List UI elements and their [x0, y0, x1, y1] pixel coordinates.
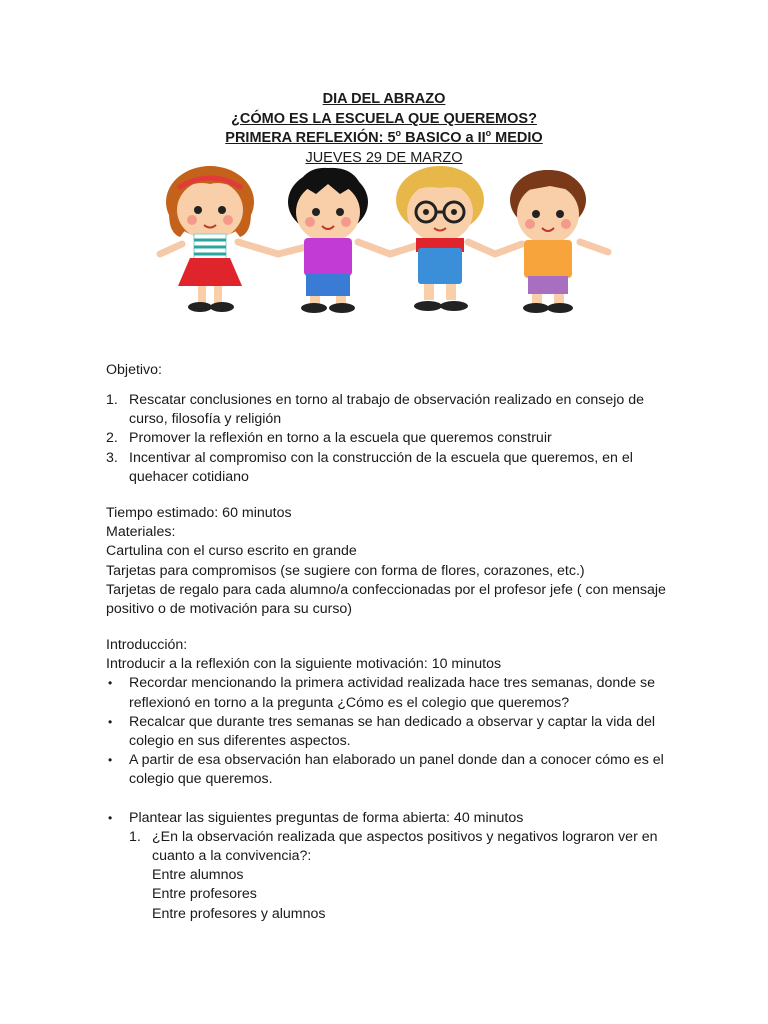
reflection-line: PRIMERA REFLEXIÓN: 5$^o$ BASICO a $II^o$ MEDIO: [225, 128, 543, 146]
bullet-icon: •: [108, 676, 113, 691]
list-item: • Recordar mencionando la primera actividad realizada hace tres semanas, donde se reflexionó en torno a la pregunta ¿Cómo es el colegio que queremos?: [108, 675, 656, 711]
question-option: Entre profesores y alumnos: [152, 905, 326, 922]
bullet-icon: •: [108, 714, 113, 729]
girl-figure: [166, 166, 254, 312]
intro-heading: Introducción:: [106, 637, 188, 653]
question-option: Entre profesores: [152, 886, 257, 903]
estimated-time: Tiempo estimado: 60 minutos: [106, 505, 292, 521]
material-line: Cartulina con el curso escrito en grande: [106, 543, 357, 560]
objective-list: [106, 391, 666, 487]
materials-heading: Materiales:: [106, 524, 176, 541]
list-item: 3. Incentivar al compromiso con la construcción de la escuela que queremos, en el quehacer cotidiano: [106, 449, 633, 485]
document-question: ¿CÓMO ES LA ESCUELA QUE QUEREMOS?: [231, 110, 537, 127]
intro-lead: Introducir a la reflexión con la siguiente motivación: 10 minutos: [106, 656, 502, 673]
materials-section: [106, 504, 666, 619]
bullet-icon: •: [108, 753, 113, 768]
bullet-icon: •: [108, 810, 113, 825]
list-item: 1. Rescatar conclusiones en torno al trabajo de observación realizado en consejo de curso, filosofía y religión: [106, 392, 645, 428]
children-illustration: [150, 162, 620, 322]
document-date: JUEVES 29 DE MARZO: [305, 149, 463, 166]
question-option: Entre alumnos: [152, 867, 244, 884]
document-title: DIA DEL ABRAZO: [322, 91, 446, 107]
list-item: • Recalcar que durante tres semanas se han dedicado a observar y captar la vida del colegio en sus diferentes aspectos.: [108, 713, 656, 750]
document-header: [0, 90, 768, 168]
question-item: 1. ¿En la observación realizada que aspectos positivos y negativos lograron ver en cuanto a la convivencia?: Entre alumnos Entre profesores Entre profesores y alumnos: [129, 828, 666, 924]
list-item: • Plantear las siguientes preguntas de forma abierta: 40 minutos 1. ¿En la observación realizada que aspectos positivos y negativos lograron ver en cuanto a la convivencia?: Entre alumnos Entre profesores Entre profesores y alumnos: [106, 809, 666, 924]
boy-glasses-figure: [396, 166, 484, 311]
material-line: Tarjetas de regalo para cada alumno/a confeccionadas por el profesor jefe ( con mensaje: [106, 581, 666, 598]
material-line: Tarjetas para compromisos (se sugiere con forma de flores, corazones, etc.): [106, 562, 585, 579]
list-item: 2. Promover la reflexión en torno a la escuela que queremos construir: [106, 430, 552, 447]
material-line: positivo o de motivación para su curso): [106, 601, 353, 618]
list-item: • A partir de esa observación han elaborado un panel donde dan a conocer cómo es el colegio que queremos.: [108, 752, 664, 788]
intro-section: [106, 636, 666, 924]
objective-heading: Objetivo:: [106, 362, 162, 378]
